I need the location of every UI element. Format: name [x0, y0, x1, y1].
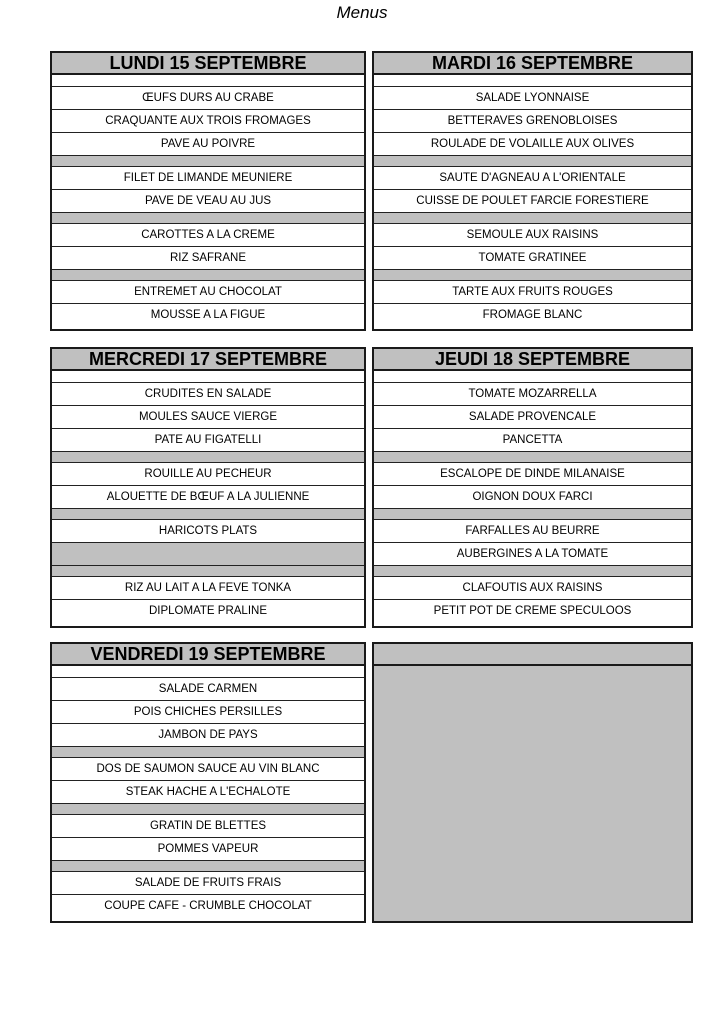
menu-item: RIZ AU LAIT A LA FEVE TONKA: [52, 577, 364, 600]
menu-item: RIZ SAFRANE: [52, 247, 364, 270]
day-header: JEUDI 18 SEPTEMBRE: [374, 349, 691, 371]
menu-item: STEAK HACHE A L'ECHALOTE: [52, 781, 364, 804]
menu-item: BETTERAVES GRENOBLOISES: [374, 110, 691, 133]
menu-item: GRATIN DE BLETTES: [52, 815, 364, 838]
menu-card-thursday: [372, 347, 693, 628]
menu-item: MOUSSE A LA FIGUE: [150, 309, 266, 321]
menu-item: FILET DE LIMANDE MEUNIERE: [52, 167, 364, 190]
menu-item: CRUDITES EN SALADE: [52, 383, 364, 406]
menu-item: HARICOTS PLATS: [52, 520, 364, 543]
menu-item: SALADE PROVENCALE: [374, 406, 691, 429]
menu-item: TARTE AUX FRUITS ROUGES: [374, 281, 691, 304]
course-separator: [52, 566, 364, 577]
menu-item: PANCETTA: [374, 429, 691, 452]
spacer: [374, 371, 691, 383]
menu-item: SALADE LYONNAISE: [374, 87, 691, 110]
menu-item: PATE AU FIGATELLI: [52, 429, 364, 452]
course-separator: [52, 452, 364, 463]
course-separator: [374, 566, 691, 577]
course-separator: [52, 861, 364, 872]
day-header: LUNDI 15 SEPTEMBRE: [52, 53, 364, 75]
menu-item: ENTREMET AU CHOCOLAT: [52, 281, 364, 304]
menu-card-wednesday: [50, 347, 366, 628]
menu-item: SAUTE D'AGNEAU A L'ORIENTALE: [374, 167, 691, 190]
course-separator: [52, 213, 364, 224]
menu-body: [52, 87, 364, 327]
spacer: [374, 75, 691, 87]
menu-item: MOULES SAUCE VIERGE: [52, 406, 364, 429]
menu-item: ROUILLE AU PECHEUR: [52, 463, 364, 486]
menu-item: SALADE CARMEN: [52, 678, 364, 701]
course-separator: [52, 270, 364, 281]
menu-item: CUISSE DE POULET FARCIE FORESTIERE: [374, 190, 691, 213]
empty-header: [374, 644, 691, 666]
menu-item: CRAQUANTE AUX TROIS FROMAGES: [52, 110, 364, 133]
spacer: [52, 75, 364, 87]
menu-item: CAROTTES A LA CREME: [52, 224, 364, 247]
menu-body: [374, 383, 691, 623]
menu-item: POIS CHICHES PERSILLES: [52, 701, 364, 724]
menu-item: SALADE DE FRUITS FRAIS: [52, 872, 364, 895]
spacer: [52, 666, 364, 678]
course-separator: [374, 156, 691, 167]
menu-item: CLAFOUTIS AUX RAISINS: [374, 577, 691, 600]
menu-item: PETIT POT DE CREME SPECULOOS: [433, 605, 632, 617]
menu-item: DOS DE SAUMON SAUCE AU VIN BLANC: [52, 758, 364, 781]
menu-item: FARFALLES AU BEURRE: [374, 520, 691, 543]
menu-item: ESCALOPE DE DINDE MILANAISE: [374, 463, 691, 486]
menu-card-tuesday: [372, 51, 693, 331]
menu-body: [374, 87, 691, 327]
menu-item: OIGNON DOUX FARCI: [374, 486, 691, 509]
menu-item: ROULADE DE VOLAILLE AUX OLIVES: [374, 133, 691, 156]
menu-item: AUBERGINES A LA TOMATE: [374, 543, 691, 566]
course-separator: [52, 156, 364, 167]
course-separator: [52, 804, 364, 815]
menu-item: POMMES VAPEUR: [52, 838, 364, 861]
menu-item: TOMATE MOZARRELLA: [374, 383, 691, 406]
menu-item: ŒUFS DURS AU CRABE: [52, 87, 364, 110]
day-header: MERCREDI 17 SEPTEMBRE: [52, 349, 364, 371]
menu-item: ALOUETTE DE BŒUF A LA JULIENNE: [52, 486, 364, 509]
menu-body: [52, 678, 364, 918]
menu-body: [52, 383, 364, 623]
menu-item: COUPE CAFE - CRUMBLE CHOCOLAT: [104, 900, 312, 912]
menu-item: TOMATE GRATINEE: [374, 247, 691, 270]
day-header: VENDREDI 19 SEPTEMBRE: [52, 644, 364, 666]
course-separator: [52, 747, 364, 758]
page-title: Menus: [336, 3, 388, 22]
spacer: [52, 371, 364, 383]
menu-item: PAVE AU POIVRE: [52, 133, 364, 156]
course-separator: [52, 509, 364, 520]
course-separator: [374, 509, 691, 520]
menu-card-empty: [372, 642, 693, 923]
day-header: MARDI 16 SEPTEMBRE: [374, 53, 691, 75]
menu-item: [52, 543, 364, 566]
menu-item: JAMBON DE PAYS: [52, 724, 364, 747]
course-separator: [374, 270, 691, 281]
course-separator: [374, 213, 691, 224]
menu-item: DIPLOMATE PRALINE: [148, 605, 267, 617]
menu-item: PAVE DE VEAU AU JUS: [52, 190, 364, 213]
menu-card-monday: [50, 51, 366, 331]
menu-item: SEMOULE AUX RAISINS: [374, 224, 691, 247]
course-separator: [374, 452, 691, 463]
menu-item: FROMAGE BLANC: [482, 309, 583, 321]
menu-card-friday: [50, 642, 366, 923]
